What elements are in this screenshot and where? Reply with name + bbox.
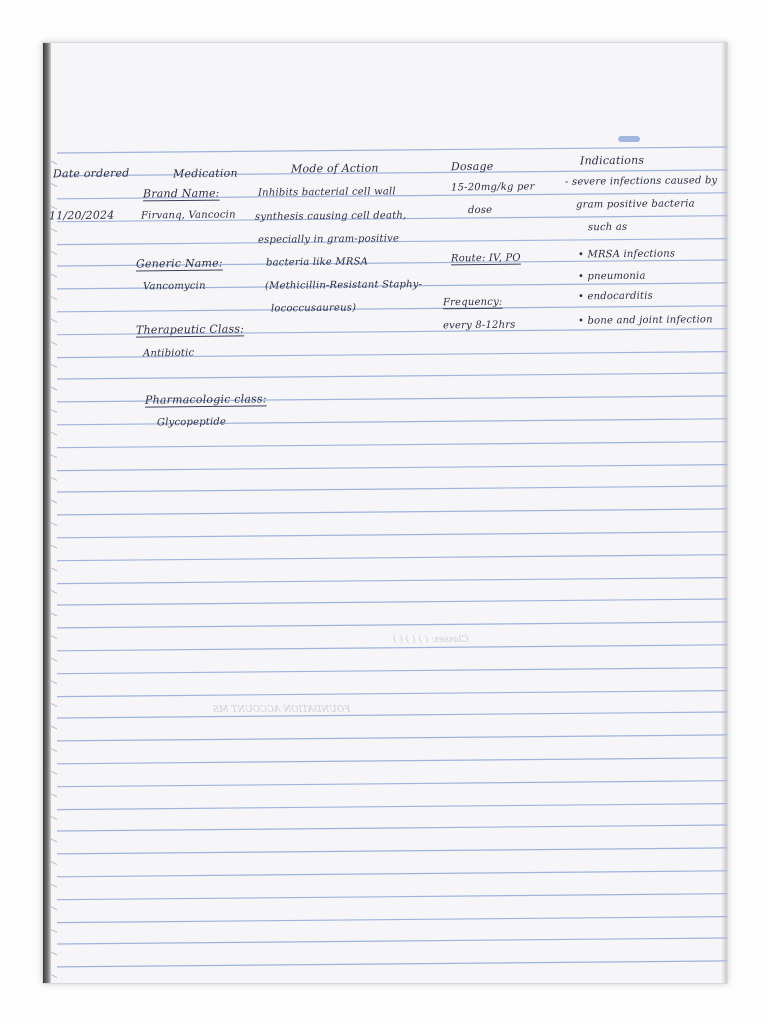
margin-tick bbox=[51, 862, 57, 865]
margin-tick bbox=[51, 161, 57, 164]
margin-tick bbox=[51, 432, 57, 435]
margin-tick bbox=[51, 500, 57, 503]
margin-tick bbox=[51, 658, 57, 661]
margin-tick bbox=[51, 364, 57, 367]
brand-name-value: Firvanq, Vancocin bbox=[140, 209, 236, 222]
indication-bullet: • endocarditis bbox=[577, 290, 654, 303]
ruled-line bbox=[57, 578, 727, 584]
therapeutic-class-value: Antibiotic bbox=[142, 347, 195, 360]
margin-tick bbox=[51, 251, 57, 254]
ruled-line bbox=[57, 373, 727, 379]
ruled-line bbox=[57, 894, 727, 900]
indication-line: - severe infections caused by bbox=[564, 175, 718, 188]
mode-line: bacteria like MRSA bbox=[265, 256, 369, 269]
ruled-line bbox=[57, 691, 727, 697]
indication-bullet: • pneumonia bbox=[577, 270, 646, 283]
indication-line: such as bbox=[587, 221, 628, 234]
generic-name-value: Vancomycin bbox=[142, 280, 206, 293]
margin-tick bbox=[51, 794, 57, 797]
margin-tick bbox=[51, 455, 57, 458]
margin-tick bbox=[51, 319, 57, 322]
therapeutic-class-label: Therapeutic Class: bbox=[135, 322, 245, 337]
ruled-line bbox=[57, 555, 727, 561]
pharmacologic-class-label: Pharmacologic class: bbox=[144, 392, 267, 407]
ruled-line bbox=[57, 804, 727, 810]
notebook-page bbox=[42, 42, 728, 984]
header-indications: Indications bbox=[579, 153, 645, 168]
ruled-line bbox=[57, 465, 727, 471]
margin-tick bbox=[51, 613, 57, 616]
ruled-line bbox=[57, 735, 727, 741]
margin-tick bbox=[51, 387, 57, 390]
mode-line: Inhibits bacterial cell wall bbox=[257, 186, 396, 199]
margin-tick bbox=[51, 907, 57, 910]
margin-tick bbox=[51, 884, 57, 887]
margin-tick bbox=[51, 590, 57, 593]
route-line: Route: IV, PO bbox=[450, 252, 521, 265]
ruled-line bbox=[57, 599, 727, 605]
margin-tick bbox=[51, 726, 57, 729]
mode-line: (Methicillin-Resistant Staphy- bbox=[264, 279, 423, 292]
blue-ink-mark bbox=[618, 136, 640, 142]
ruled-line bbox=[57, 668, 727, 674]
margin-tick bbox=[51, 523, 57, 526]
indication-line: gram positive bacteria bbox=[575, 198, 695, 211]
header-medication: Medication bbox=[172, 166, 238, 181]
margin-tick bbox=[51, 975, 57, 978]
ruled-line bbox=[57, 442, 727, 448]
margin-tick bbox=[51, 274, 57, 277]
margin-tick bbox=[51, 703, 57, 706]
margin-tick bbox=[51, 477, 57, 480]
ruled-line bbox=[57, 938, 727, 944]
entry-date: 11/20/2024 bbox=[48, 208, 115, 223]
margin-tick bbox=[51, 342, 57, 345]
frequency-label: Frequency: bbox=[442, 296, 503, 309]
ruled-line bbox=[57, 848, 727, 854]
header-mode-of-action: Mode of Action bbox=[290, 161, 379, 176]
indication-bullet: • bone and joint infection bbox=[577, 314, 713, 327]
margin-tick bbox=[51, 952, 57, 955]
margin-tick bbox=[51, 749, 57, 752]
ruled-line bbox=[57, 871, 727, 877]
ruled-line bbox=[57, 781, 727, 787]
margin-tick bbox=[51, 568, 57, 571]
header-dosage: Dosage bbox=[450, 159, 494, 174]
margin-tick bbox=[51, 636, 57, 639]
brand-name-label: Brand Name: bbox=[142, 186, 220, 201]
dosage-line: dose bbox=[467, 204, 493, 217]
ruled-line bbox=[57, 758, 727, 764]
margin-tick bbox=[51, 816, 57, 819]
generic-name-label: Generic Name: bbox=[135, 256, 223, 271]
mode-line: especially in gram-positive bbox=[257, 233, 400, 246]
mode-line: synthesis causing cell death, bbox=[254, 210, 407, 223]
bleed-through-text: Classes: ( ) ( ) ( ) bbox=[393, 635, 469, 645]
margin-tick bbox=[51, 771, 57, 774]
ruled-line bbox=[57, 712, 727, 718]
ruled-line bbox=[57, 486, 727, 492]
ruled-line bbox=[57, 532, 727, 538]
ruled-line bbox=[57, 645, 727, 651]
ruled-line bbox=[57, 509, 727, 515]
margin-tick bbox=[51, 681, 57, 684]
indication-bullet: • MRSA infections bbox=[577, 248, 676, 261]
frequency-value: every 8-12hrs bbox=[442, 319, 516, 332]
ruled-line bbox=[57, 961, 727, 967]
ruled-line bbox=[57, 825, 727, 831]
margin-tick bbox=[51, 410, 57, 413]
margin-tick bbox=[51, 184, 57, 187]
margin-tick bbox=[51, 297, 57, 300]
ruled-line bbox=[57, 170, 727, 176]
margin-tick bbox=[51, 839, 57, 842]
margin-tick bbox=[51, 929, 57, 932]
pharmacologic-class-value: Glycopeptide bbox=[156, 416, 227, 429]
ruled-line bbox=[57, 306, 727, 312]
ruled-line bbox=[57, 917, 727, 923]
dosage-line: 15-20mg/kg per bbox=[450, 181, 535, 194]
mode-line: lococcusaureus) bbox=[270, 302, 357, 315]
ruled-line bbox=[57, 147, 727, 153]
margin-tick bbox=[51, 229, 57, 232]
ruled-line bbox=[57, 622, 727, 628]
margin-tick bbox=[51, 545, 57, 548]
header-date-ordered: Date ordered bbox=[52, 166, 130, 181]
bleed-through-text: FOUNDATION ACCOUNT MS bbox=[213, 705, 351, 715]
